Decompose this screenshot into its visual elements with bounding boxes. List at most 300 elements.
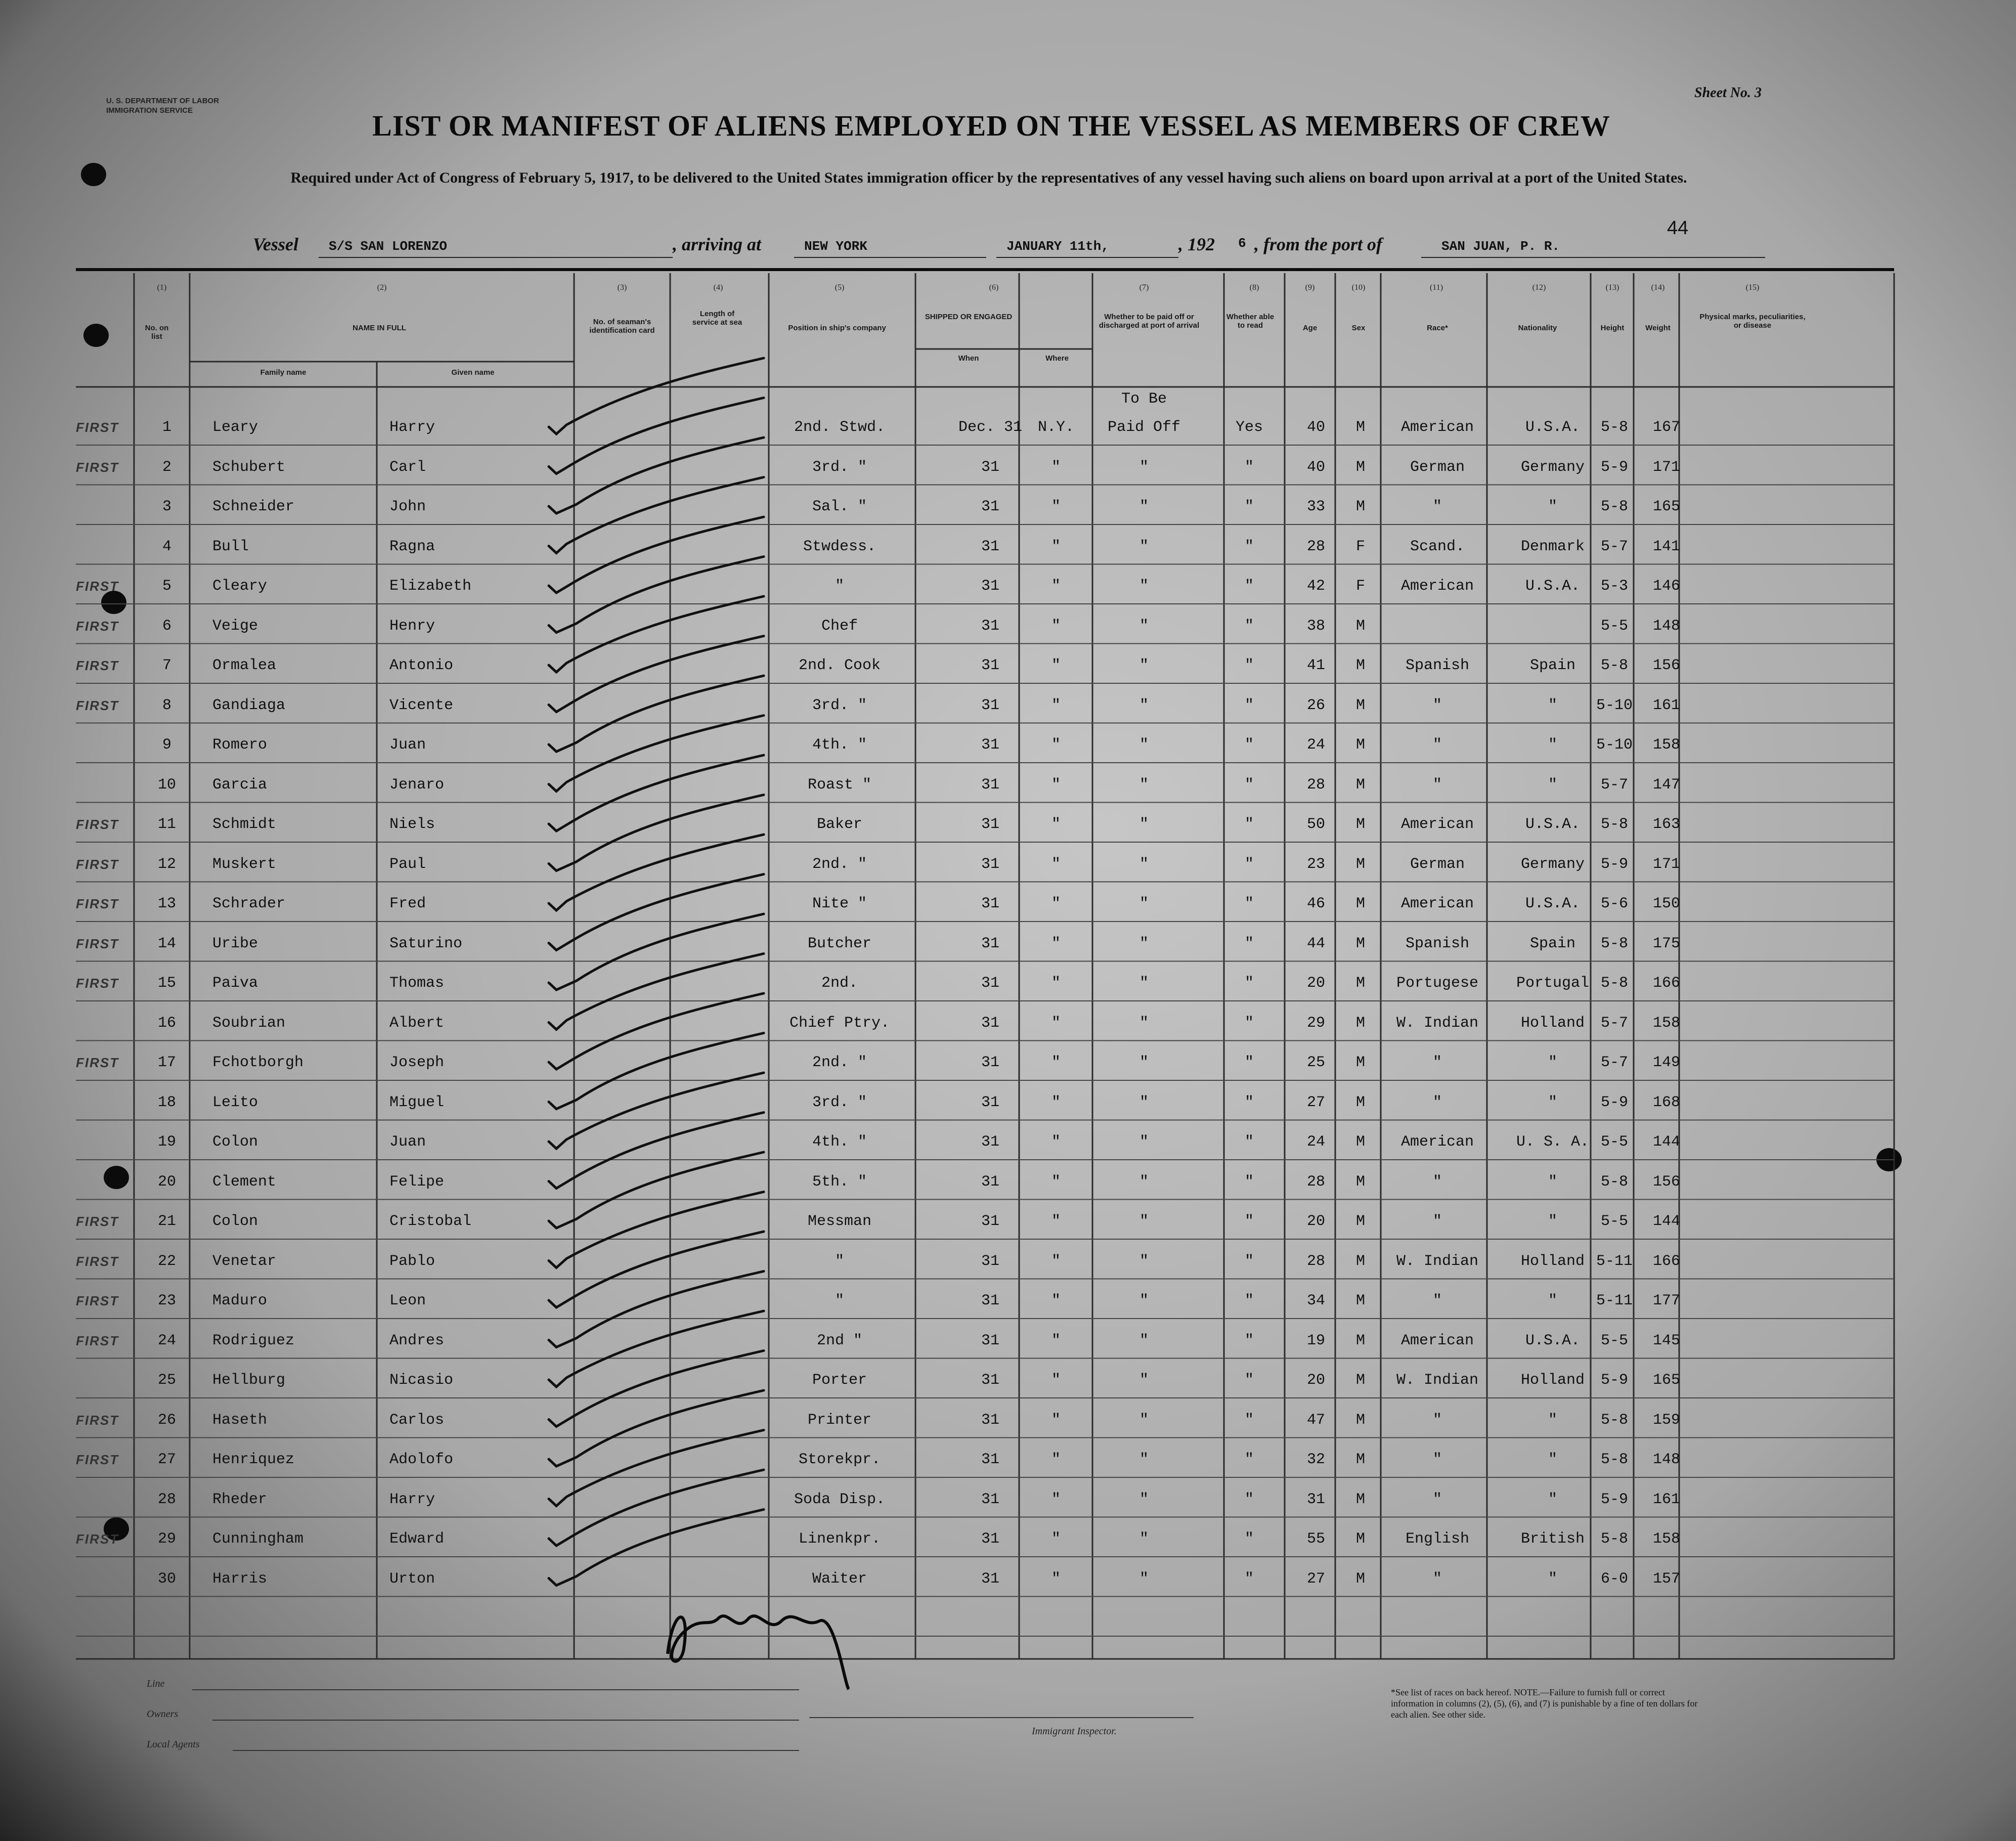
age: 40 <box>1306 419 1326 436</box>
paid-off: " <box>1139 1332 1149 1349</box>
shipped-where: " <box>1051 776 1061 794</box>
column-number: (3) <box>617 283 627 292</box>
arrival-port: NEW YORK <box>804 239 867 254</box>
position: 2nd. Stwd. <box>794 419 886 436</box>
shipped-when: 31 <box>981 1530 1000 1548</box>
margin-annotation: FIRST <box>76 618 119 634</box>
shipped-when: 31 <box>981 1570 1000 1588</box>
inspector-label: Immigrant Inspector. <box>1032 1726 1117 1737</box>
age: 28 <box>1306 538 1326 555</box>
shipped-where: " <box>1051 657 1061 674</box>
given-name: Henry <box>389 617 435 635</box>
shipped-where: " <box>1051 1292 1061 1309</box>
shipped-when: 31 <box>981 617 1000 635</box>
row-number: 8 <box>162 696 172 714</box>
shipped-when: Dec. 31 <box>958 419 1023 436</box>
position: Printer <box>807 1411 872 1429</box>
paid-off: " <box>1139 696 1149 714</box>
margin-annotation: FIRST <box>76 1412 119 1428</box>
sex: M <box>1355 419 1366 436</box>
race: W. Indian <box>1396 1372 1479 1389</box>
height: 5-7 <box>1600 1014 1629 1032</box>
header-race: Race* <box>1427 324 1448 332</box>
given-name: Urton <box>389 1570 435 1588</box>
header-length-service: Length of service at sea <box>692 310 742 327</box>
given-name: John <box>389 498 426 515</box>
shipped-when: 31 <box>981 1491 1000 1508</box>
family-name: Hellburg <box>212 1372 286 1389</box>
given-name: Carlos <box>389 1411 445 1429</box>
age: 34 <box>1306 1292 1326 1309</box>
family-name: Leito <box>212 1093 258 1111</box>
race: W. Indian <box>1396 1014 1479 1032</box>
given-name: Pablo <box>389 1252 435 1270</box>
paid-off: " <box>1139 935 1149 952</box>
weight: 150 <box>1652 895 1681 912</box>
row-number: 14 <box>157 935 177 952</box>
age: 50 <box>1306 816 1326 833</box>
sex: M <box>1355 1252 1366 1270</box>
height: 5-6 <box>1600 895 1629 912</box>
given-name: Carl <box>389 458 426 476</box>
age: 32 <box>1306 1451 1326 1468</box>
race: " <box>1432 1213 1442 1230</box>
race: " <box>1432 498 1442 515</box>
weight: 171 <box>1652 458 1681 476</box>
height: 5-3 <box>1600 578 1629 595</box>
shipped-where: " <box>1051 1213 1061 1230</box>
height: 5-9 <box>1600 458 1629 476</box>
paid-off: " <box>1139 1173 1149 1191</box>
race: American <box>1400 419 1474 436</box>
family-name: Muskert <box>212 855 277 873</box>
family-name: Romero <box>212 736 268 754</box>
sex: M <box>1355 498 1366 515</box>
paid-off: " <box>1139 1213 1149 1230</box>
given-name: Leon <box>389 1292 426 1309</box>
footer-note: *See list of races on back hereof. NOTE.—Failure to furnish full or correct information in columns (2), (5), (6), and (7) is punishable by a fine of ten dollars for each alien. See other side. <box>1391 1687 1698 1720</box>
race: German <box>1410 458 1465 476</box>
footer-owners-label: Owners <box>147 1708 179 1720</box>
nationality: U.S.A. <box>1525 1332 1581 1349</box>
sex: M <box>1355 816 1366 833</box>
race: American <box>1400 895 1474 912</box>
family-name: Veige <box>212 617 258 635</box>
shipped-where: " <box>1051 816 1061 833</box>
shipped-where: " <box>1051 1054 1061 1071</box>
row-number: 13 <box>157 895 177 912</box>
paid-off: " <box>1139 1093 1149 1111</box>
paid-off: " <box>1139 776 1149 794</box>
column-number: (12) <box>1532 283 1546 292</box>
given-name: Paul <box>389 855 426 873</box>
able-to-read: " <box>1244 578 1254 595</box>
family-name: Soubrian <box>212 1014 286 1032</box>
shipped-when: 31 <box>981 1332 1000 1349</box>
race: " <box>1432 1451 1442 1468</box>
header-able-read: Whether able to read <box>1226 313 1275 330</box>
given-name: Andres <box>389 1332 445 1349</box>
shipped-when: 31 <box>981 1093 1000 1111</box>
able-to-read: " <box>1244 1451 1254 1468</box>
position: 3rd. " <box>812 458 867 476</box>
family-name: Schmidt <box>212 816 277 833</box>
paid-off: " <box>1139 458 1149 476</box>
position: Linenkpr. <box>798 1530 881 1548</box>
age: 24 <box>1306 1133 1326 1151</box>
sex: M <box>1355 1530 1366 1548</box>
shipped-when: 31 <box>981 776 1000 794</box>
shipped-when: 31 <box>981 816 1000 833</box>
nationality: " <box>1548 736 1558 754</box>
nationality: U.S.A. <box>1525 419 1581 436</box>
margin-annotation: FIRST <box>76 976 119 991</box>
position: Soda Disp. <box>794 1491 886 1508</box>
height: 5-11 <box>1596 1252 1633 1270</box>
given-name: Saturino <box>389 935 463 952</box>
able-to-read: " <box>1244 855 1254 873</box>
able-to-read: " <box>1244 736 1254 754</box>
sex: M <box>1355 855 1366 873</box>
nationality: " <box>1548 696 1558 714</box>
position: 5th. " <box>812 1173 867 1191</box>
shipped-when: 31 <box>981 1054 1000 1071</box>
height: 5-9 <box>1600 855 1629 873</box>
shipped-where: " <box>1051 1093 1061 1111</box>
given-name: Vicente <box>389 696 454 714</box>
family-name: Haseth <box>212 1411 268 1429</box>
weight: 158 <box>1652 1014 1681 1032</box>
age: 20 <box>1306 1213 1326 1230</box>
sex: M <box>1355 657 1366 674</box>
nationality: British <box>1520 1530 1585 1548</box>
column-number: (10) <box>1351 283 1366 292</box>
column-number: (11) <box>1429 283 1443 292</box>
nationality: U. S. A. <box>1516 1133 1590 1151</box>
column-number: (4) <box>713 283 723 292</box>
margin-annotation: FIRST <box>76 1214 119 1229</box>
race: " <box>1432 1093 1442 1111</box>
margin-annotation: FIRST <box>76 697 119 713</box>
sex: M <box>1355 617 1366 635</box>
sex: M <box>1355 1570 1366 1588</box>
position: 2nd. " <box>812 1054 867 1071</box>
shipped-when: 31 <box>981 895 1000 912</box>
nationality: " <box>1548 1292 1558 1309</box>
paid-off: " <box>1139 1411 1149 1429</box>
row-number: 30 <box>157 1570 177 1588</box>
paid-off: " <box>1139 1292 1149 1309</box>
header-weight: Weight <box>1645 324 1671 332</box>
paid-off: " <box>1139 1530 1149 1548</box>
paid-off: " <box>1139 578 1149 595</box>
height: 5-8 <box>1600 975 1629 992</box>
column-number: (15) <box>1745 283 1760 292</box>
race: " <box>1432 696 1442 714</box>
vessel-label: Vessel <box>253 234 298 254</box>
able-to-read: Yes <box>1235 419 1263 436</box>
race: Scand. <box>1410 538 1465 555</box>
race: English <box>1405 1530 1470 1548</box>
weight: 163 <box>1652 816 1681 833</box>
department-heading: U. S. DEPARTMENT OF LABOR IMMIGRATION SERVICE <box>106 97 220 115</box>
height: 5-8 <box>1600 816 1629 833</box>
race: " <box>1432 776 1442 794</box>
family-name: Schubert <box>212 458 286 476</box>
able-to-read: " <box>1244 1054 1254 1071</box>
shipped-where: " <box>1051 578 1061 595</box>
margin-annotation: FIRST <box>76 1055 119 1070</box>
able-to-read: " <box>1244 657 1254 674</box>
row-number: 29 <box>157 1530 177 1548</box>
age: 29 <box>1306 1014 1326 1032</box>
age: 38 <box>1306 617 1326 635</box>
able-to-read: " <box>1244 975 1254 992</box>
given-name: Adolofo <box>389 1451 454 1468</box>
age: 44 <box>1306 935 1326 952</box>
race: " <box>1432 1054 1442 1071</box>
shipped-where: " <box>1051 1133 1061 1151</box>
position: 2nd " <box>816 1332 863 1349</box>
height: 5-7 <box>1600 776 1629 794</box>
nationality: " <box>1548 1173 1558 1191</box>
given-name: Niels <box>389 816 435 833</box>
inspector-signature <box>668 1616 849 1689</box>
nationality: Denmark <box>1520 538 1585 555</box>
position: Butcher <box>807 935 872 952</box>
position: Baker <box>816 816 863 833</box>
shipped-when: 31 <box>981 1173 1000 1191</box>
nationality: Germany <box>1520 458 1585 476</box>
row-number: 15 <box>157 975 177 992</box>
family-name: Clement <box>212 1173 277 1191</box>
weight: 161 <box>1652 696 1681 714</box>
nationality: " <box>1548 1451 1558 1468</box>
weight: 166 <box>1652 1252 1681 1270</box>
given-name: Cristobal <box>389 1213 472 1230</box>
able-to-read: " <box>1244 1570 1254 1588</box>
sex: M <box>1355 895 1366 912</box>
header-paid-off: Whether to be paid off or discharged at port of arrival <box>1099 313 1200 330</box>
weight: 161 <box>1652 1491 1681 1508</box>
sex: F <box>1355 538 1366 555</box>
able-to-read: " <box>1244 1133 1254 1151</box>
given-name: Juan <box>389 1133 426 1151</box>
year-label: , 192 <box>1178 234 1215 254</box>
race: " <box>1432 1292 1442 1309</box>
age: 26 <box>1306 696 1326 714</box>
requirement-text: Required under Act of Congress of February 5, 1917, to be delivered to the United States immigration officer by the representatives of any vessel having such aliens on board upon arrival at a port of the United States. <box>290 169 1687 186</box>
height: 5-8 <box>1600 1411 1629 1429</box>
header-nationality: Nationality <box>1518 324 1557 332</box>
family-name: Schneider <box>212 498 295 515</box>
margin-annotation: FIRST <box>76 1531 119 1547</box>
shipped-when: 31 <box>981 696 1000 714</box>
shipped-where: N.Y. <box>1037 419 1075 436</box>
age: 27 <box>1306 1093 1326 1111</box>
family-name: Harris <box>212 1570 268 1588</box>
row-number: 18 <box>157 1093 177 1111</box>
race: Portugese <box>1396 975 1479 992</box>
weight: 156 <box>1652 657 1681 674</box>
race: American <box>1400 816 1474 833</box>
height: 5-5 <box>1600 617 1629 635</box>
family-name: Rheder <box>212 1491 268 1508</box>
given-name: Nicasio <box>389 1372 454 1389</box>
nationality: Holland <box>1520 1014 1585 1032</box>
position: " <box>835 578 845 595</box>
row-number: 12 <box>157 855 177 873</box>
arrival-date: JANUARY 11th, <box>1006 239 1109 254</box>
header-age: Age <box>1302 324 1318 332</box>
age: 41 <box>1306 657 1326 674</box>
given-name: Ragna <box>389 538 435 555</box>
height: 5-5 <box>1600 1213 1629 1230</box>
margin-annotation: FIRST <box>76 459 119 475</box>
year-digit: 6 <box>1238 236 1246 251</box>
shipped-when: 31 <box>981 1451 1000 1468</box>
row-number: 25 <box>157 1372 177 1389</box>
weight: 144 <box>1652 1213 1681 1230</box>
given-name: Joseph <box>389 1054 445 1071</box>
weight: 147 <box>1652 776 1681 794</box>
paid-off: " <box>1139 617 1149 635</box>
able-to-read: " <box>1244 617 1254 635</box>
race: " <box>1432 1570 1442 1588</box>
row-number: 16 <box>157 1014 177 1032</box>
weight: 144 <box>1652 1133 1681 1151</box>
margin-annotation: FIRST <box>76 420 119 435</box>
able-to-read: " <box>1244 498 1254 515</box>
nationality: Portugal <box>1516 975 1590 992</box>
shipped-where: " <box>1051 975 1061 992</box>
header-id-card: No. of seaman's identification card <box>589 318 655 335</box>
footer-line-label: Line <box>147 1678 165 1689</box>
weight: 168 <box>1652 1093 1681 1111</box>
able-to-read: " <box>1244 1292 1254 1309</box>
position: 4th. " <box>812 1133 867 1151</box>
nationality: " <box>1548 1411 1558 1429</box>
row-number: 23 <box>157 1292 177 1309</box>
given-name: Albert <box>389 1014 445 1032</box>
given-name: Jenaro <box>389 776 445 794</box>
able-to-read: " <box>1244 1372 1254 1389</box>
sex: F <box>1355 578 1366 595</box>
height: 5-7 <box>1600 1054 1629 1071</box>
shipped-where: " <box>1051 696 1061 714</box>
paid-off: " <box>1139 1570 1149 1588</box>
margin-annotation: FIRST <box>76 856 119 872</box>
sex: M <box>1355 696 1366 714</box>
from-label: , from the port of <box>1254 234 1383 254</box>
able-to-read: " <box>1244 1173 1254 1191</box>
family-name: Venetar <box>212 1252 277 1270</box>
family-name: Rodriguez <box>212 1332 295 1349</box>
family-name: Ormalea <box>212 657 277 674</box>
given-name: Harry <box>389 419 435 436</box>
age: 23 <box>1306 855 1326 873</box>
header-name-in-full: NAME IN FULL <box>353 324 406 332</box>
paid-off: " <box>1139 1451 1149 1468</box>
height: 6-0 <box>1600 1570 1629 1588</box>
margin-annotation: FIRST <box>76 1293 119 1308</box>
sex: M <box>1355 776 1366 794</box>
height: 5-9 <box>1600 1491 1629 1508</box>
sex: M <box>1355 1332 1366 1349</box>
row-number: 11 <box>157 816 177 833</box>
age: 28 <box>1306 1252 1326 1270</box>
shipped-when: 31 <box>981 1014 1000 1032</box>
weight: 141 <box>1652 538 1681 555</box>
age: 20 <box>1306 975 1326 992</box>
row-number: 10 <box>157 776 177 794</box>
margin-annotation: FIRST <box>76 817 119 832</box>
height: 5-9 <box>1600 1372 1629 1389</box>
sex: M <box>1355 1133 1366 1151</box>
nationality: U.S.A. <box>1525 578 1581 595</box>
weight: 145 <box>1652 1332 1681 1349</box>
weight: 156 <box>1652 1173 1681 1191</box>
sex: M <box>1355 1093 1366 1111</box>
footer-agents-label: Local Agents <box>147 1739 200 1750</box>
paid-off: " <box>1139 895 1149 912</box>
weight: 148 <box>1652 1451 1681 1468</box>
race: " <box>1432 1411 1442 1429</box>
race: German <box>1410 855 1465 873</box>
shipped-where: " <box>1051 895 1061 912</box>
able-to-read: " <box>1244 696 1254 714</box>
paid-off: " <box>1139 855 1149 873</box>
able-to-read: " <box>1244 776 1254 794</box>
row-number: 3 <box>162 498 172 515</box>
position: 3rd. " <box>812 696 867 714</box>
row-number: 2 <box>162 458 172 476</box>
shipped-where: " <box>1051 458 1061 476</box>
row-number: 7 <box>162 657 172 674</box>
age: 25 <box>1306 1054 1326 1071</box>
weight: 157 <box>1652 1570 1681 1588</box>
margin-annotation: FIRST <box>76 936 119 951</box>
margin-annotation: FIRST <box>76 658 119 673</box>
paid-off: " <box>1139 1252 1149 1270</box>
paid-off: " <box>1139 1133 1149 1151</box>
shipped-when: 31 <box>981 657 1000 674</box>
sex: M <box>1355 1372 1366 1389</box>
departure-port: SAN JUAN, P. R. <box>1441 239 1560 254</box>
given-name: Elizabeth <box>389 578 472 595</box>
weight: 165 <box>1652 1372 1681 1389</box>
shipped-where: " <box>1051 498 1061 515</box>
family-name: Henriquez <box>212 1451 295 1468</box>
family-name: Leary <box>212 419 258 436</box>
age: 24 <box>1306 736 1326 754</box>
age: 46 <box>1306 895 1326 912</box>
shipped-where: " <box>1051 617 1061 635</box>
row-number: 20 <box>157 1173 177 1191</box>
shipped-when: 31 <box>981 1292 1000 1309</box>
weight: 159 <box>1652 1411 1681 1429</box>
height: 5-11 <box>1596 1292 1633 1309</box>
column-number: (14) <box>1651 283 1665 292</box>
race: " <box>1432 1173 1442 1191</box>
age: 28 <box>1306 1173 1326 1191</box>
row-number: 9 <box>162 736 172 754</box>
row-number: 6 <box>162 617 172 635</box>
shipped-when: 31 <box>981 736 1000 754</box>
shipped-when: 31 <box>981 538 1000 555</box>
sex: M <box>1355 1173 1366 1191</box>
able-to-read: " <box>1244 1491 1254 1508</box>
